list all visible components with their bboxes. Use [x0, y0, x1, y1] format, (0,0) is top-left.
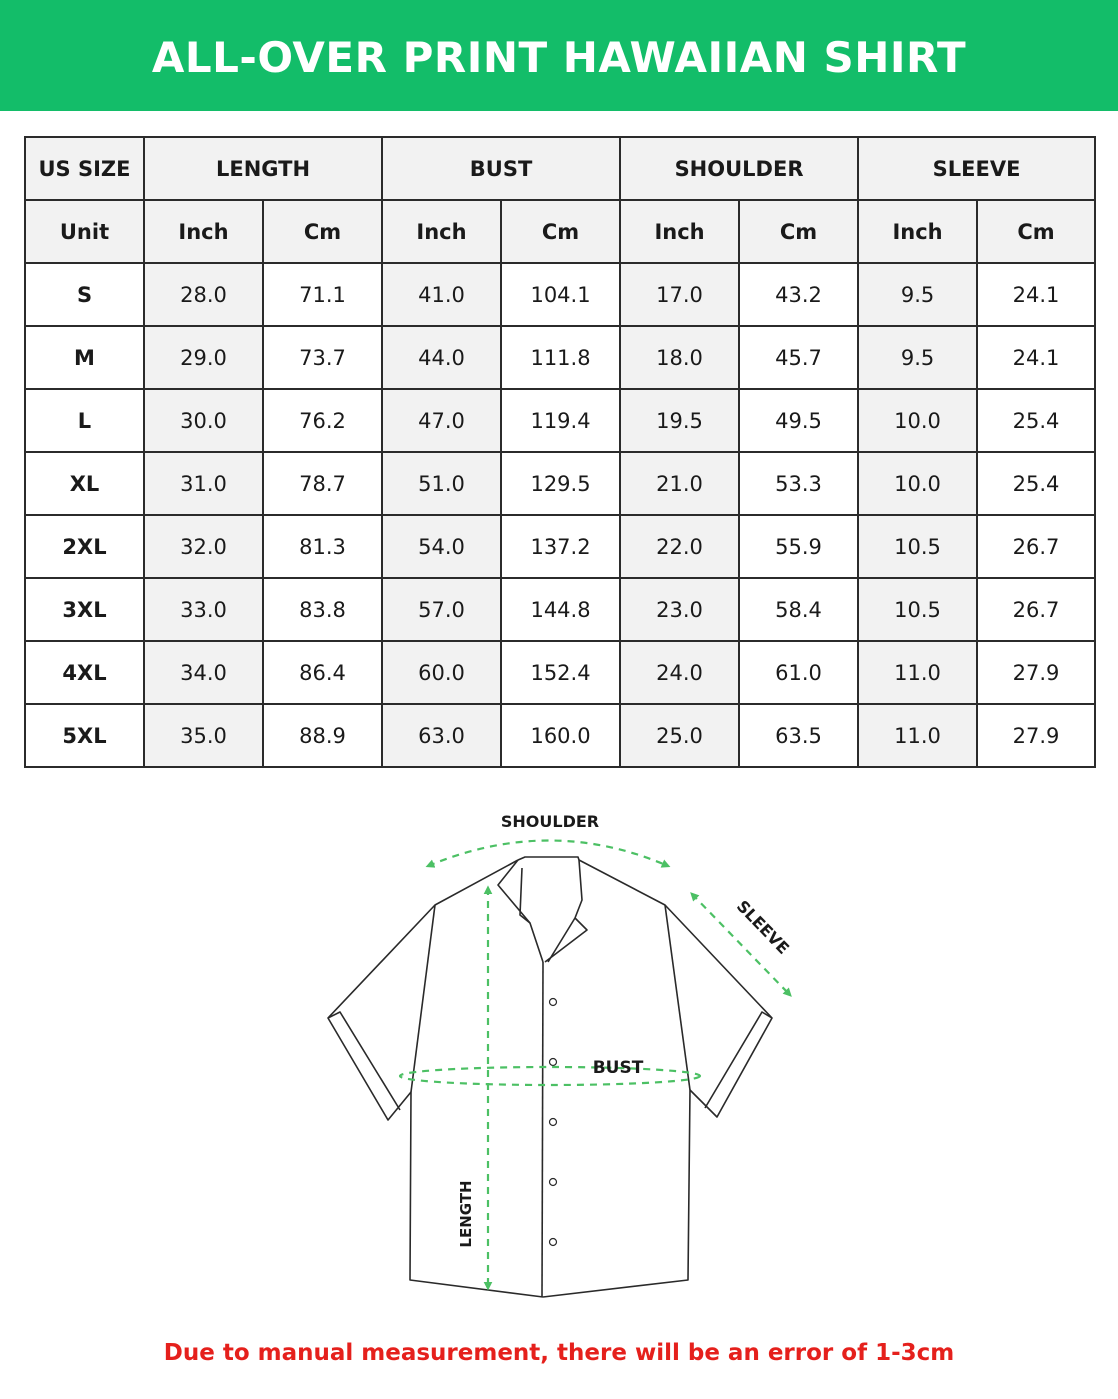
size-column-header: US SIZE: [25, 137, 144, 200]
measurement-cell: 29.0: [144, 326, 263, 389]
measurement-cell: 10.0: [858, 389, 977, 452]
group-header-bust: BUST: [382, 137, 620, 200]
unit-header: Inch: [144, 200, 263, 263]
measurement-cell: 21.0: [620, 452, 739, 515]
measurement-cell: 129.5: [501, 452, 620, 515]
measurement-cell: 27.9: [977, 641, 1095, 704]
measurement-cell: 53.3: [739, 452, 858, 515]
size-cell: M: [25, 326, 144, 389]
measurement-cell: 73.7: [263, 326, 382, 389]
unit-header: Cm: [501, 200, 620, 263]
button: [550, 1179, 557, 1186]
group-header-length: LENGTH: [144, 137, 382, 200]
table-row: [25, 578, 1095, 641]
sleeve-label: SLEEVE: [732, 896, 794, 958]
measurement-cell: 26.7: [977, 515, 1095, 578]
measurement-cell: 25.0: [620, 704, 739, 767]
measurement-cell: 41.0: [382, 263, 501, 326]
size-cell: 4XL: [25, 641, 144, 704]
measurement-cell: 22.0: [620, 515, 739, 578]
measurement-cell: 55.9: [739, 515, 858, 578]
shirt-diagram-svg: [300, 800, 820, 1310]
measurement-cell: 10.5: [858, 515, 977, 578]
measurement-cell: 152.4: [501, 641, 620, 704]
table-row: [25, 389, 1095, 452]
shirt-buttons: [550, 999, 557, 1246]
measurement-cell: 63.0: [382, 704, 501, 767]
measurement-cell: 30.0: [144, 389, 263, 452]
unit-label: Unit: [25, 200, 144, 263]
left-armhole: [411, 905, 435, 1092]
right-cuff: [705, 1012, 772, 1108]
measurement-cell: 144.8: [501, 578, 620, 641]
measurement-cell: 27.9: [977, 704, 1095, 767]
unit-header: Inch: [620, 200, 739, 263]
button: [550, 999, 557, 1006]
placket-line: [542, 962, 543, 1297]
table-group-header-row: [25, 137, 1095, 200]
group-header-sleeve: SLEEVE: [858, 137, 1095, 200]
measurement-cell: 63.5: [739, 704, 858, 767]
measurement-cell: 25.4: [977, 389, 1095, 452]
measurement-cell: 33.0: [144, 578, 263, 641]
left-cuff: [328, 1012, 400, 1110]
measurement-cell: 25.4: [977, 452, 1095, 515]
shirt-measurement-diagram: [300, 800, 820, 1310]
measurement-cell: 160.0: [501, 704, 620, 767]
collar-back: [518, 857, 579, 860]
measurement-cell: 31.0: [144, 452, 263, 515]
measurement-disclaimer: Due to manual measurement, there will be an error of 1-3cm: [163, 1340, 955, 1366]
measurement-cell: 35.0: [144, 704, 263, 767]
shirt-right-side: [543, 860, 772, 1297]
header-band: [0, 0, 1118, 111]
measurement-cell: 11.0: [858, 704, 977, 767]
group-header-shoulder: SHOULDER: [620, 137, 858, 200]
measurement-cell: 88.9: [263, 704, 382, 767]
size-chart-table: [24, 136, 1096, 768]
size-cell: L: [25, 389, 144, 452]
measurement-cell: 57.0: [382, 578, 501, 641]
measurement-cell: 61.0: [739, 641, 858, 704]
size-cell: 2XL: [25, 515, 144, 578]
measurement-cell: 19.5: [620, 389, 739, 452]
unit-header: Cm: [263, 200, 382, 263]
unit-header: Cm: [977, 200, 1095, 263]
measurement-cell: 10.0: [858, 452, 977, 515]
right-armhole: [665, 905, 690, 1090]
measurement-cell: 137.2: [501, 515, 620, 578]
shoulder-label: SHOULDER: [500, 812, 600, 831]
measurement-cell: 28.0: [144, 263, 263, 326]
measurement-cell: 83.8: [263, 578, 382, 641]
length-label: LENGTH: [457, 1180, 475, 1248]
measurement-cell: 32.0: [144, 515, 263, 578]
button: [550, 1059, 557, 1066]
shoulder-measure-line: [428, 841, 668, 867]
measurement-cell: 71.1: [263, 263, 382, 326]
table-row: [25, 263, 1095, 326]
shirt-left-side: [328, 860, 543, 1297]
lapel-left: [520, 868, 530, 923]
measurement-cell: 111.8: [501, 326, 620, 389]
measurement-cell: 86.4: [263, 641, 382, 704]
table-row: [25, 515, 1095, 578]
measurement-cell: 60.0: [382, 641, 501, 704]
measurement-cell: 18.0: [620, 326, 739, 389]
size-cell: 5XL: [25, 704, 144, 767]
button: [550, 1119, 557, 1126]
measurement-cell: 58.4: [739, 578, 858, 641]
size-cell: 3XL: [25, 578, 144, 641]
measurement-cell: 9.5: [858, 263, 977, 326]
table-row: [25, 704, 1095, 767]
measurement-cell: 47.0: [382, 389, 501, 452]
size-cell: S: [25, 263, 144, 326]
unit-header: Inch: [858, 200, 977, 263]
shirt-outline: [328, 857, 772, 1297]
measurement-cell: 34.0: [144, 641, 263, 704]
measurement-cell: 23.0: [620, 578, 739, 641]
measurement-cell: 9.5: [858, 326, 977, 389]
table-row: [25, 641, 1095, 704]
measurement-cell: 24.1: [977, 263, 1095, 326]
measurement-cell: 43.2: [739, 263, 858, 326]
button: [550, 1239, 557, 1246]
measurement-cell: 26.7: [977, 578, 1095, 641]
measurement-cell: 51.0: [382, 452, 501, 515]
table-unit-row: [25, 200, 1095, 263]
unit-header: Inch: [382, 200, 501, 263]
measurement-cell: 11.0: [858, 641, 977, 704]
table-row: [25, 452, 1095, 515]
measurement-cell: 24.1: [977, 326, 1095, 389]
measurement-cell: 17.0: [620, 263, 739, 326]
page-title: ALL-OVER PRINT HAWAIIAN SHIRT: [151, 33, 967, 82]
measurement-cell: 45.7: [739, 326, 858, 389]
measurement-cell: 76.2: [263, 389, 382, 452]
measurement-cell: 54.0: [382, 515, 501, 578]
measurement-cell: 104.1: [501, 263, 620, 326]
table-row: [25, 326, 1095, 389]
size-cell: XL: [25, 452, 144, 515]
measurement-cell: 78.7: [263, 452, 382, 515]
measurement-cell: 81.3: [263, 515, 382, 578]
measurement-cell: 24.0: [620, 641, 739, 704]
bust-label: BUST: [592, 1058, 644, 1078]
measurement-cell: 119.4: [501, 389, 620, 452]
measurement-cell: 10.5: [858, 578, 977, 641]
measurement-cell: 49.5: [739, 389, 858, 452]
unit-header: Cm: [739, 200, 858, 263]
measurement-cell: 44.0: [382, 326, 501, 389]
bust-measure-line: [400, 1067, 700, 1085]
